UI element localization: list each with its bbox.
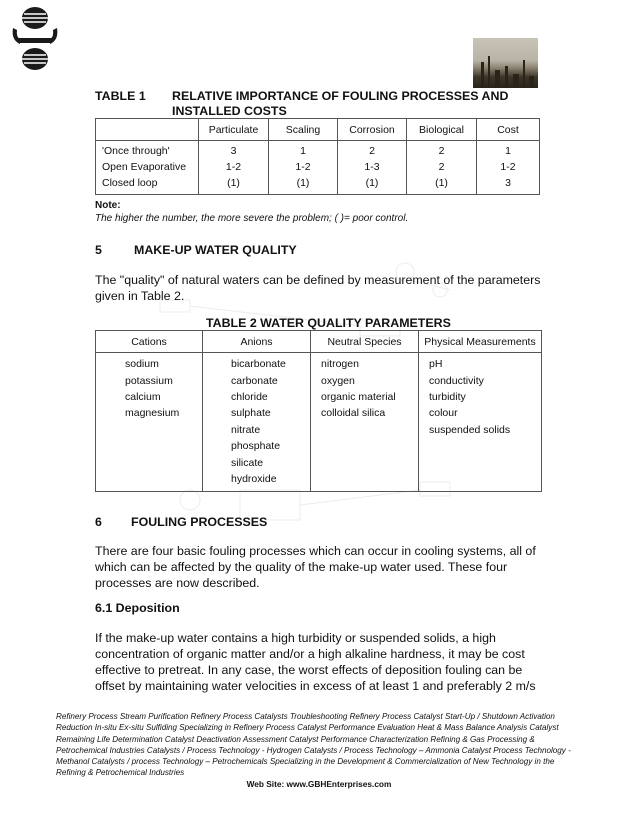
table-cell: (1) (199, 175, 269, 195)
table1-header-particulate: Particulate (199, 119, 269, 141)
table-cell (311, 471, 419, 492)
note-label: Note: (95, 200, 121, 211)
table-cell: (1) (407, 175, 477, 195)
table-cell: sodium (96, 353, 203, 373)
table1-header-biological: Biological (407, 119, 477, 141)
table-cell: 1-2 (199, 159, 269, 175)
note-text: The higher the number, the more severe the problem; ( )= poor control. (95, 213, 409, 224)
table-cell: potassium (96, 372, 203, 388)
table1-label: TABLE 1 (95, 89, 146, 103)
table-cell: nitrogen (311, 353, 419, 373)
section5-number: 5 (95, 243, 102, 257)
table-row (96, 389, 542, 405)
table-row (96, 141, 540, 160)
table-row (96, 353, 542, 373)
table-cell (419, 471, 542, 492)
table-cell: 1 (477, 141, 540, 160)
table-cell: pH (419, 353, 542, 373)
table-cell: conductivity (419, 372, 542, 388)
table-row (96, 175, 540, 195)
table-cell: 'Once through' (96, 141, 199, 160)
table-cell: 2 (338, 141, 407, 160)
fouling-importance-table (95, 118, 540, 195)
table-cell: chloride (203, 389, 311, 405)
table-cell: magnesium (96, 405, 203, 421)
table-cell (311, 422, 419, 438)
table-cell (96, 422, 203, 438)
table2-header-anions: Anions (203, 331, 311, 353)
section6-paragraph: There are four basic fouling processes which can occur in cooling systems, all of which can be affected by the quality of the make-up water used. These four processes are now described. (95, 544, 536, 590)
table-cell: (1) (269, 175, 338, 195)
table-cell (96, 454, 203, 470)
table-cell (419, 438, 542, 454)
table1-title: RELATIVE IMPORTANCE OF FOULING PROCESSES AND INSTALLED COSTS (172, 89, 509, 118)
table-cell: hydroxide (203, 471, 311, 492)
company-logo-icon (10, 6, 60, 74)
table-cell (311, 438, 419, 454)
table-cell (419, 454, 542, 470)
table-row (96, 405, 542, 421)
table-cell: suspended solids (419, 422, 542, 438)
table-cell: (1) (338, 175, 407, 195)
table-cell: 1-2 (269, 159, 338, 175)
table-cell: silicate (203, 454, 311, 470)
table-cell (96, 438, 203, 454)
table-cell: 1-3 (338, 159, 407, 175)
section61-title: 6.1 Deposition (95, 601, 180, 615)
table-row (96, 438, 542, 454)
table-cell: Open Evaporative (96, 159, 199, 175)
section61-paragraph: If the make-up water contains a high turbidity or suspended solids, a high concentration of organic matter and/or a high alkaline hardness, it may be cost effective to pretreat. In any case, the worst effects of deposition fouling can be offset by maintaining water velocities in excess of at least 1 and preferably 2 m/s (95, 631, 536, 693)
table1-header-corrosion: Corrosion (338, 119, 407, 141)
table-cell: organic material (311, 389, 419, 405)
footer-services-text: Refinery Process Stream Purification Refinery Process Catalysts Troubleshooting Refinery Process Catalyst Start-Up / Shutdown Activation Reduction In-situ Ex-situ Sulfiding Specializing in Refinery Process Catalyst Performance Evaluation Heat & Mass Balance Analysis Catalyst Remaining Life Determination Catalyst Deactivation Assessment Catalyst Performance Characterization Refining & Gas Processing & Petrochemical Industries Catalysts / Process Technology - Hydrogen Catalysts / Process Technology – Ammonia Catalyst Process Technology - Methanol Catalysts / process Technology – Petrochemicals Specializing in the Development & Commercialization of New Technology in the Refining & Petrochemical Industries (56, 712, 571, 778)
section6-number: 6 (95, 515, 102, 529)
water-quality-table (95, 330, 542, 492)
refinery-photo (473, 38, 538, 88)
footer-website[interactable]: Web Site: www.GBHEnterprises.com (246, 779, 392, 789)
table-cell: Closed loop (96, 175, 199, 195)
table2-header-physical: Physical Measurements (419, 331, 542, 353)
table-cell: 3 (477, 175, 540, 195)
section5-paragraph: The "quality" of natural waters can be defined by measurement of the parameters given in Table 2. (95, 273, 541, 303)
table2-title: TABLE 2 WATER QUALITY PARAMETERS (206, 316, 451, 330)
table-row (96, 471, 542, 492)
table-cell: 1-2 (477, 159, 540, 175)
table1-header-scaling: Scaling (269, 119, 338, 141)
table-cell: 3 (199, 141, 269, 160)
table-cell: 1 (269, 141, 338, 160)
table-row (96, 159, 540, 175)
table-cell: phosphate (203, 438, 311, 454)
section6-title: FOULING PROCESSES (131, 515, 268, 529)
section5-title: MAKE-UP WATER QUALITY (134, 243, 297, 257)
table-cell: carbonate (203, 372, 311, 388)
table-cell: 2 (407, 159, 477, 175)
table-cell (311, 454, 419, 470)
table-cell: nitrate (203, 422, 311, 438)
table-row (96, 422, 542, 438)
table1-header-cost: Cost (477, 119, 540, 141)
table1-note (95, 199, 408, 225)
table2-header-neutral: Neutral Species (311, 331, 419, 353)
table-cell: colour (419, 405, 542, 421)
table-cell (96, 471, 203, 492)
table-cell: sulphate (203, 405, 311, 421)
table-row (96, 454, 542, 470)
table-cell: colloidal silica (311, 405, 419, 421)
table2-header-cations: Cations (96, 331, 203, 353)
table-cell: 2 (407, 141, 477, 160)
table1-header-blank (96, 119, 199, 141)
table-row (96, 372, 542, 388)
table-cell: bicarbonate (203, 353, 311, 373)
table-cell: oxygen (311, 372, 419, 388)
table-cell: turbidity (419, 389, 542, 405)
table-cell: calcium (96, 389, 203, 405)
